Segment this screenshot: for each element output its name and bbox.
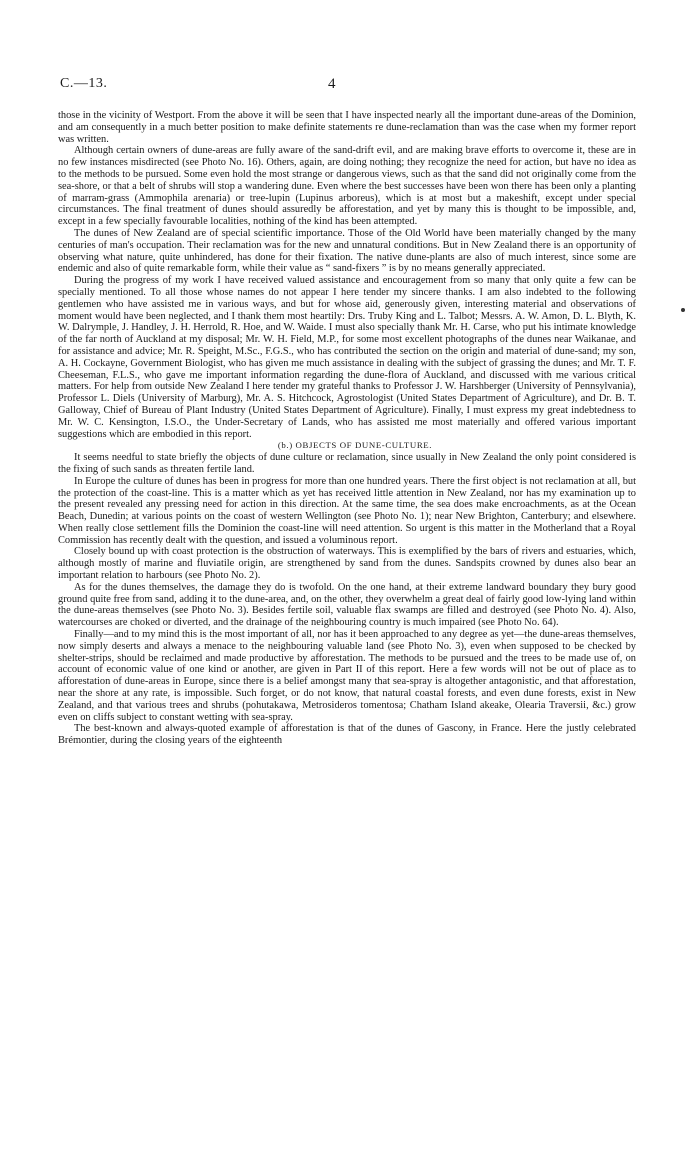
paragraph: During the progress of my work I have received valued assistance and encouragement from so many that only quite a few can be specially mentioned. To all those whose names do not appear I here tender my sincere thanks. I am also indebted to the following gentlemen who have assisted me in various ways, and but for whose aid, generously given, interesting material and observations of moment would have been neglected, and I thank them most heartily: Drs. Truby King and L. Talbot; Messrs. A. W. Amon, D. L. Blyth, K. W. Dalrymple, J. Handley, J. H. Herrold, R. Hoe, and W. Waide. I must also specially thank Mr. H. Carse, who put his intimate knowledge of the far north of Auckland at my disposal; Mr. W. H. Field, M.P., for some most excellent photographs of the dunes near Waikanae, and for assistance and advice; Mr. R. Speight, M.Sc., F.G.S., who has contributed the section on the origin and material of dune-sand; my son, A. H. Cockayne, Government Biologist, who has given me much assistance in dealing with the subject of grassing the dunes; and Mr. T. F. Cheeseman, F.L.S., who gave me important information regarding the dune-flora of Auckland, and discussed with me various critical matters. For help from outside New Zealand I here tender my grateful thanks to Professor J. W. Harshberger (University of Pennsylvania), Professor L. Diels (University of Marburg), Mr. A. S. Hitchcock, Agrostologist (United States Department of Agriculture), and Dr. B. T. Galloway, Chief of Bureau of Plant Industry (United States Department of Agriculture). Finally, I must express my great indebtedness to Mr. W. C. Kensington, I.S.O., the Under-Secretary of Lands, who has assisted me most materially and offered various important suggestions which are embodied in this report. bbox=[58, 275, 636, 440]
document-reference: C.—13. bbox=[60, 76, 108, 91]
body-text bbox=[58, 110, 636, 747]
paragraph: The best-known and always-quoted example of afforestation is that of the dunes of Gascony, in France. Here the justly celebrated Brémontier, during the closing years of the eighteenth bbox=[58, 723, 636, 747]
paragraph: Closely bound up with coast protection is the obstruction of waterways. This is exemplified by the bars of rivers and estuaries, which, although mostly of marine and fluviatile origin, are strengthened by sand from the dunes. Sandspits crowned by dunes also bear an important relation to harbours (see Photo No. 2). bbox=[58, 546, 636, 582]
paragraph: As for the dunes themselves, the damage they do is twofold. On the one hand, at their extreme landward boundary they bury good ground quite free from sand, adding it to the dune-area, and, on the other, they overwhelm a great deal of fairly good low-lying land within the dune-areas themselves (see Photo No. 3). Besides fertile soil, valuable flax swamps are filled and destroyed (see Photo No. 4). Also, watercourses are choked or diverted, and the drainage of the neighbouring country is much impaired (see Photo No. 64). bbox=[58, 581, 636, 629]
page-header bbox=[0, 76, 700, 96]
paragraph: those in the vicinity of Westport. From the above it will be seen that I have inspected nearly all the important dune-areas of the Dominion, and am consequently in a much better position to make definite statements re dune-reclamation than was the case when my former report was written. bbox=[58, 110, 636, 145]
page-number: 4 bbox=[328, 76, 336, 92]
paragraph: Finally—and to my mind this is the most important of all, nor has it been approached to any degree as yet—the dune-areas themselves, now simply deserts and always a menace to the neighbouring valuable land (see Photo No. 3), even when supposed to be checked by shelter-strips, should be reclaimed and made productive by afforestation. The methods to be pursued and the trees to be made use of, on account of economic value of one kind or another, are given in Part II of this report. Here a few words will not be out of place as to afforestation of dune-areas in Europe, since there is a belief amongst many that sea-spray is altogether antagonistic, and that afforestation, near the shore at any rate, is impossible. Such forget, or do not know, that natural coastal forests, and even dune forests, exist in New Zealand, and that various trees and shrubs (pohutakawa, Metrosideros tomentosa; Chatham Island akeake, Olearia Traversii, &c.) grow even on cliffs subject to constant wetting with sea-spray. bbox=[58, 629, 636, 723]
paragraph: Although certain owners of dune-areas are fully aware of the sand-drift evil, and are making brave efforts to overcome it, these are in no few instances misdirected (see Photo No. 16). Others, again, are doing nothing; they recognize the need for action, but have no idea as to the methods to be pursued. Some even hold the most strange or dangerous views, such as that the sand did not originally come from the sea-shore, or that a belt of shrubs will stop a wandering dune. Even where the best successes have been won there has been only a planting of marram-grass (Ammophila arenaria) or tree-lupin (Lupinus arboreus), which is at most but a makeshift, except under special circumstances. The final treatment of dunes should assuredly be afforestation, and yet by many this is thought to be impossible, and, except in a few specially favourable localities, nothing of the kind has been attempted. bbox=[58, 145, 636, 228]
paragraph: The dunes of New Zealand are of special scientific importance. Those of the Old World have been materially changed by the many centuries of man's occupation. Their reclamation was for the new and unnatural conditions. But in New Zealand there is an opportunity of observing what nature, quite unhindered, has done for their fixation. The native dune-plants are also of much interest, since some are endemic and also of quite remarkable form, while their value as “ sand-fixers ” is by no means generally appreciated. bbox=[58, 227, 636, 275]
section-heading: (b.) OBJECTS OF DUNE-CULTURE. bbox=[277, 440, 433, 451]
margin-mark bbox=[681, 308, 685, 312]
paragraph: In Europe the culture of dunes has been in progress for more than one hundred years. There the first object is not reclamation at all, but the protection of the coast-line. This is a matter which as yet has received little attention in New Zealand, nor has my examination up to the present revealed any pressing need for action in this direction. At the same time, the sea does make encroachments, as at the Ocean Beach, Dunedin; at various points on the coast of western Wellington (see Photo No. 1); near New Brighton, Canterbury; and elsewhere. When really close settlement fills the Dominion the coast-line will need attention. So urgent is this matter in the Motherland that a Royal Commission has recently dealt with the question, and issued a voluminous report. bbox=[58, 475, 636, 546]
paragraph: It seems needful to state briefly the objects of dune culture or reclamation, since usually in New Zealand the only point considered is the fixing of such sands as threaten fertile land. bbox=[58, 452, 636, 475]
